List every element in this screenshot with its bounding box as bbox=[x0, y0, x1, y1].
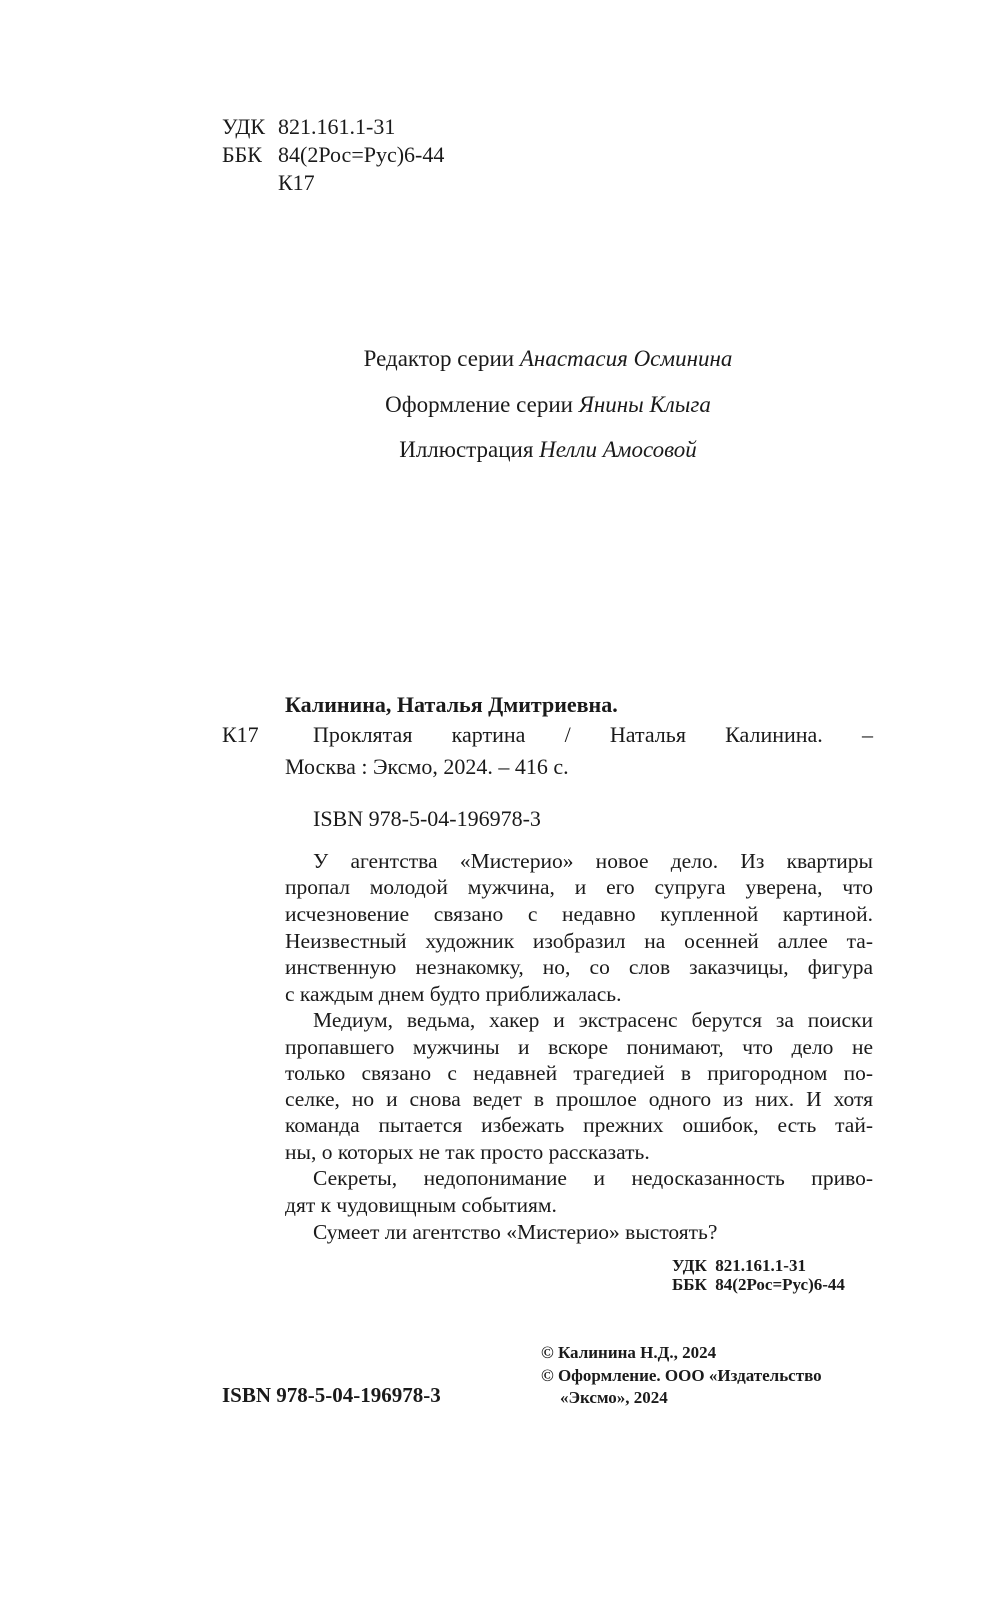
credit-series-design bbox=[0, 391, 1000, 419]
bbk-label: ББК bbox=[222, 142, 262, 167]
copyright-design: © Оформление. ООО «Издательство bbox=[541, 1366, 822, 1385]
author-heading: Калинина, Наталья Дмитриевна. bbox=[285, 692, 618, 717]
annotation-line: пропал молодой мужчина, и его супруга уверена, что bbox=[285, 875, 873, 899]
imprint-line: Москва : Эксмо, 2024. – 416 с. bbox=[285, 754, 569, 779]
author-mark: К17 bbox=[222, 722, 259, 747]
credit-name: Нелли Амосовой bbox=[539, 437, 697, 462]
annotation-line: Неизвестный художник изобразил на осенней аллее та- bbox=[285, 929, 873, 953]
annotation-line: исчезновение связано с недавно купленной картиной. bbox=[285, 902, 873, 926]
isbn-bottom: ISBN 978-5-04-196978-3 bbox=[222, 1383, 441, 1407]
annotation-line: У агентства «Мистерио» новое дело. Из квартиры bbox=[313, 849, 873, 873]
credit-series-editor bbox=[0, 345, 1000, 373]
udk-line: УДК 821.161.1-31 bbox=[672, 1256, 806, 1275]
credit-name: Янины Клыга bbox=[578, 392, 711, 417]
copyright-author: © Калинина Н.Д., 2024 bbox=[541, 1343, 717, 1362]
credit-illustration bbox=[0, 436, 1000, 464]
annotation-line: только связано с недавней трагедией в пригородном по- bbox=[285, 1061, 873, 1085]
author-mark: К17 bbox=[278, 170, 315, 195]
annotation-line: Медиум, ведьма, хакер и экстрасенс берутся за поиски bbox=[313, 1008, 873, 1032]
credit-role: Редактор серии bbox=[363, 346, 515, 371]
annotation-line: Секреты, недопонимание и недосказанность приво- bbox=[313, 1166, 873, 1190]
bbk-line: ББК 84(2Рос=Рус)6-44 bbox=[672, 1275, 845, 1294]
isbn: ISBN 978-5-04-196978-3 bbox=[313, 806, 541, 831]
annotation-line: селке, но и снова ведет в прошлое одного из них. И хотя bbox=[285, 1087, 873, 1111]
credit-name: Анастасия Осминина bbox=[519, 346, 733, 371]
annotation-line: с каждым днем будто приближалась. bbox=[285, 982, 622, 1006]
udk-code: 821.161.1-31 bbox=[278, 114, 396, 139]
credit-role: Оформление серии bbox=[385, 392, 573, 417]
credit-role: Иллюстрация bbox=[399, 437, 534, 462]
title-line: Проклятая картина / Наталья Калинина. – bbox=[313, 722, 873, 747]
udk-label: УДК bbox=[222, 114, 266, 139]
annotation-line: ны, о которых не так просто рассказать. bbox=[285, 1140, 650, 1164]
annotation-line: инственную незнакомку, но, со слов заказчицы, фигура bbox=[285, 955, 873, 979]
bbk-code: 84(2Рос=Рус)6-44 bbox=[278, 142, 445, 167]
annotation-line: дят к чудовищным событиям. bbox=[285, 1193, 557, 1217]
annotation-line: пропавшего мужчины и вскоре понимают, что дело не bbox=[285, 1035, 873, 1059]
annotation-line: Сумеет ли агентство «Мистерио» выстоять? bbox=[313, 1220, 718, 1244]
copyright-publisher: «Эксмо», 2024 bbox=[560, 1388, 668, 1407]
annotation-line: команда пытается избежать прежних ошибок, есть тай- bbox=[285, 1113, 873, 1137]
